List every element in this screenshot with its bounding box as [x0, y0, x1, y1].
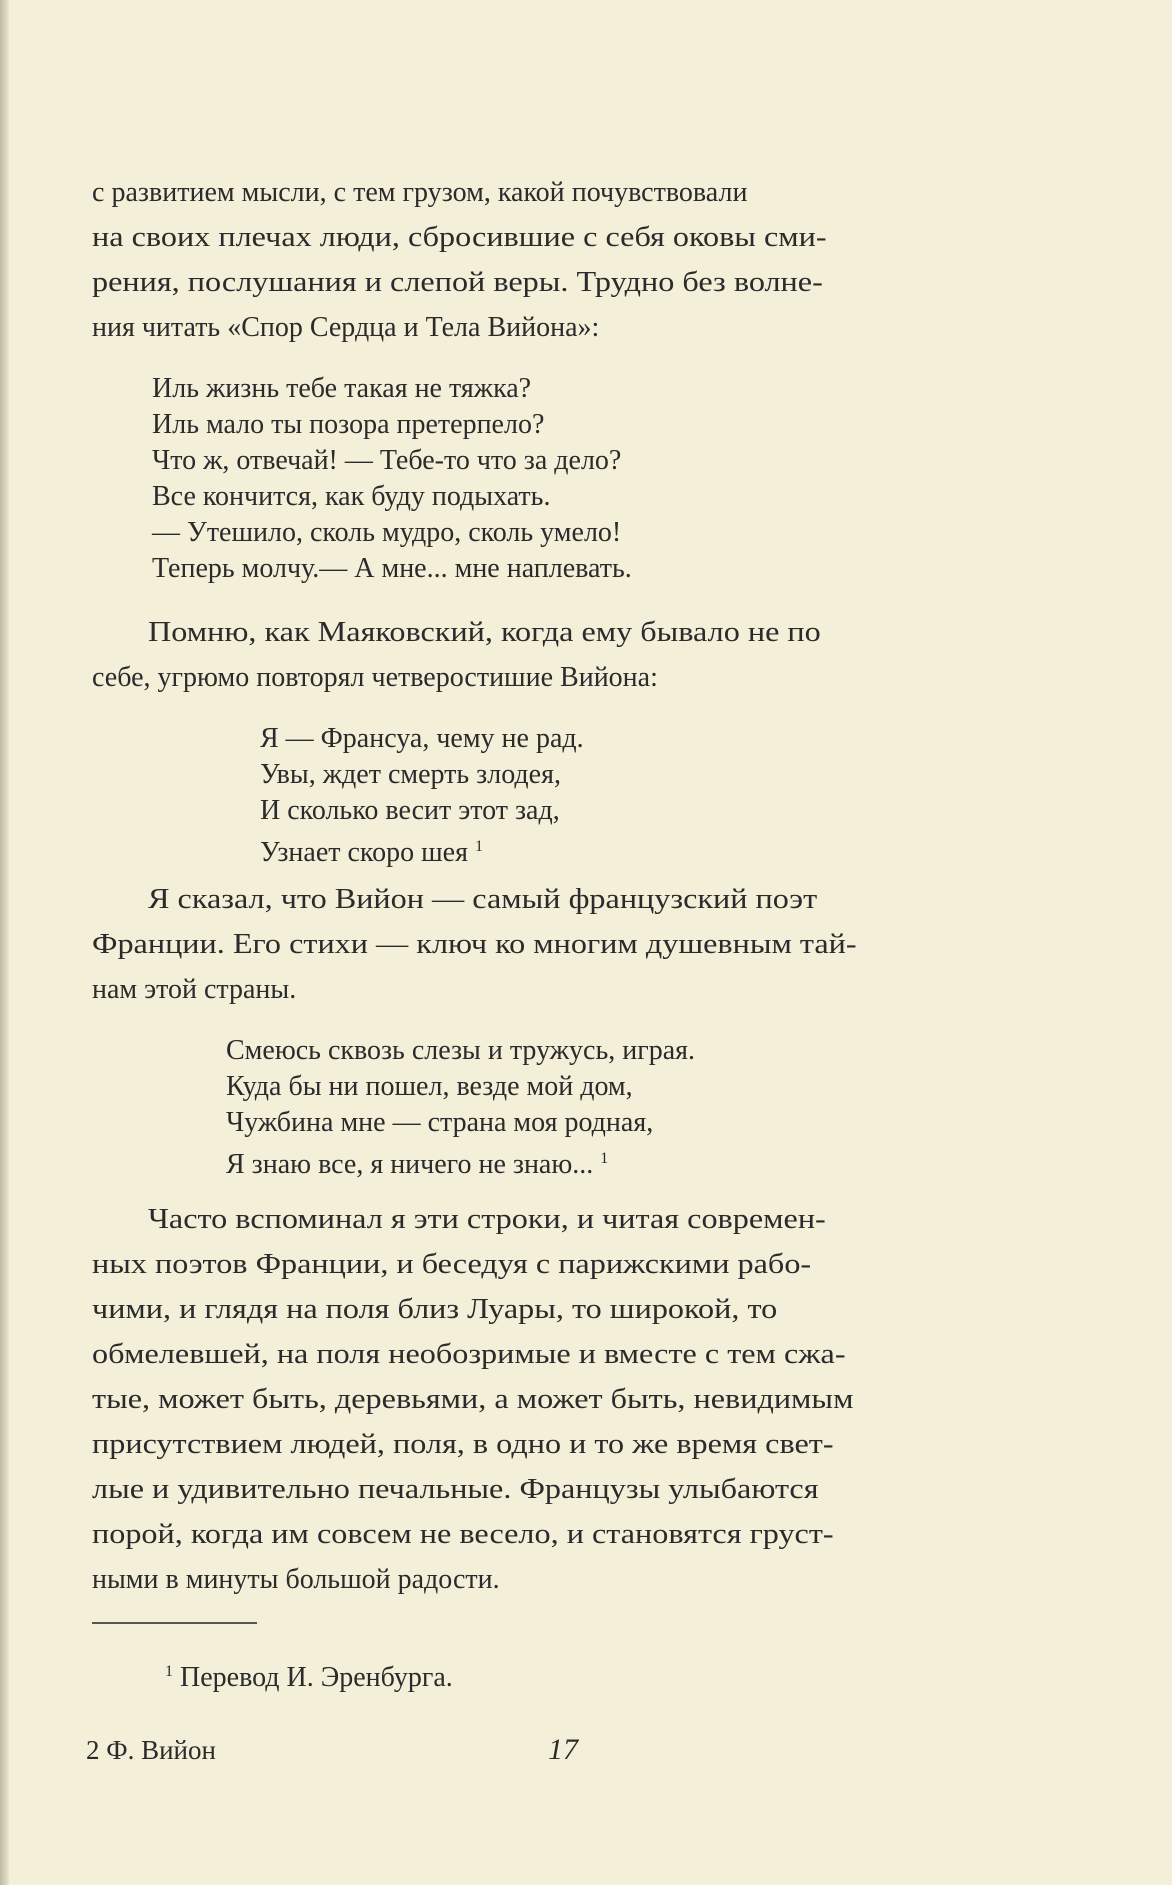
text-line: чими, и глядя на поля близ Луары, то широкой, то: [92, 1294, 778, 1325]
text-line: присутствием людей, поля, в одно и то же время свет-: [92, 1429, 834, 1460]
text-line: лые и удивительно печальные. Французы улыбаются: [92, 1474, 819, 1505]
verse-stanza-3: [226, 1033, 695, 1183]
verse-stanza-2: [260, 721, 584, 871]
verse-line: Теперь молчу.— А мне... мне наплевать.: [152, 553, 632, 584]
verse-line: Что ж, отвечай! — Тебе-то что за дело?: [152, 445, 622, 476]
verse-line: Иль жизнь тебе такая не тяжка?: [152, 373, 532, 404]
text-line: порой, когда им совсем не весело, и становятся груст-: [92, 1519, 834, 1550]
text-line: Франции. Его стихи — ключ ко многим душевным тай-: [92, 929, 857, 960]
text-line: рения, послушания и слепой веры. Трудно без волне-: [92, 267, 823, 298]
text-line: Часто вспоминал я эти строки, и читая современ-: [148, 1204, 826, 1235]
footnote-mark: 1: [600, 1150, 609, 1167]
signature-mark: 2 Ф. Вийон: [86, 1735, 216, 1765]
footnote-mark: 1: [165, 1663, 173, 1680]
text-line: ния читать «Спор Сердца и Тела Вийона»:: [92, 312, 600, 343]
text-line: с развитием мысли, с тем грузом, какой почувствовали: [92, 177, 748, 208]
text-line: ных поэтов Франции, и беседуя с парижскими рабо-: [92, 1249, 812, 1280]
footnote-text: Перевод И. Эренбурга.: [180, 1662, 453, 1693]
verse-line-text: Я знаю все, я ничего не знаю...: [226, 1149, 594, 1180]
verse-line-text: Узнает скоро шея: [260, 837, 468, 868]
text-line: на своих плечах люди, сбросившие с себя оковы сми-: [92, 222, 827, 253]
text-line: ными в минуты большой радости.: [92, 1564, 500, 1595]
verse-line: Все кончится, как буду подыхать.: [152, 481, 551, 512]
verse-line: [226, 1141, 695, 1183]
text-line: нам этой страны.: [92, 974, 297, 1005]
footnote-separator: [92, 1622, 257, 1624]
text-line: себе, угрюмо повторял четверостишие Вийона:: [92, 662, 658, 693]
verse-line: [260, 829, 584, 871]
page-number: 17: [548, 1733, 578, 1766]
footnote: [165, 1650, 453, 1700]
text-line: Помню, как Маяковский, когда ему бывало не по: [148, 617, 821, 648]
text-line: обмелевшей, на поля необозримые и вместе с тем сжа-: [92, 1339, 846, 1370]
footnote-mark: 1: [474, 838, 483, 855]
verse-line: Иль мало ты позора претерпело?: [152, 409, 545, 440]
verse-line: — Утешило, сколь мудро, сколь умело!: [152, 517, 622, 548]
verse-line: Я — Франсуа, чему не рад.: [260, 723, 584, 754]
text-line: тые, может быть, деревьями, а может быть, невидимым: [92, 1384, 854, 1415]
verse-line: Смеюсь сквозь слезы и тружусь, играя.: [226, 1035, 696, 1066]
verse-line: Чужбина мне — страна моя родная,: [226, 1107, 654, 1138]
verse-line: И сколько весит этот зад,: [260, 795, 560, 826]
verse-line: Куда бы ни пошел, везде мой дом,: [226, 1071, 633, 1102]
verse-stanza-1: [152, 371, 632, 587]
text-line: Я сказал, что Вийон — самый французский поэт: [148, 884, 818, 915]
verse-line: Увы, ждет смерть злодея,: [260, 759, 561, 790]
